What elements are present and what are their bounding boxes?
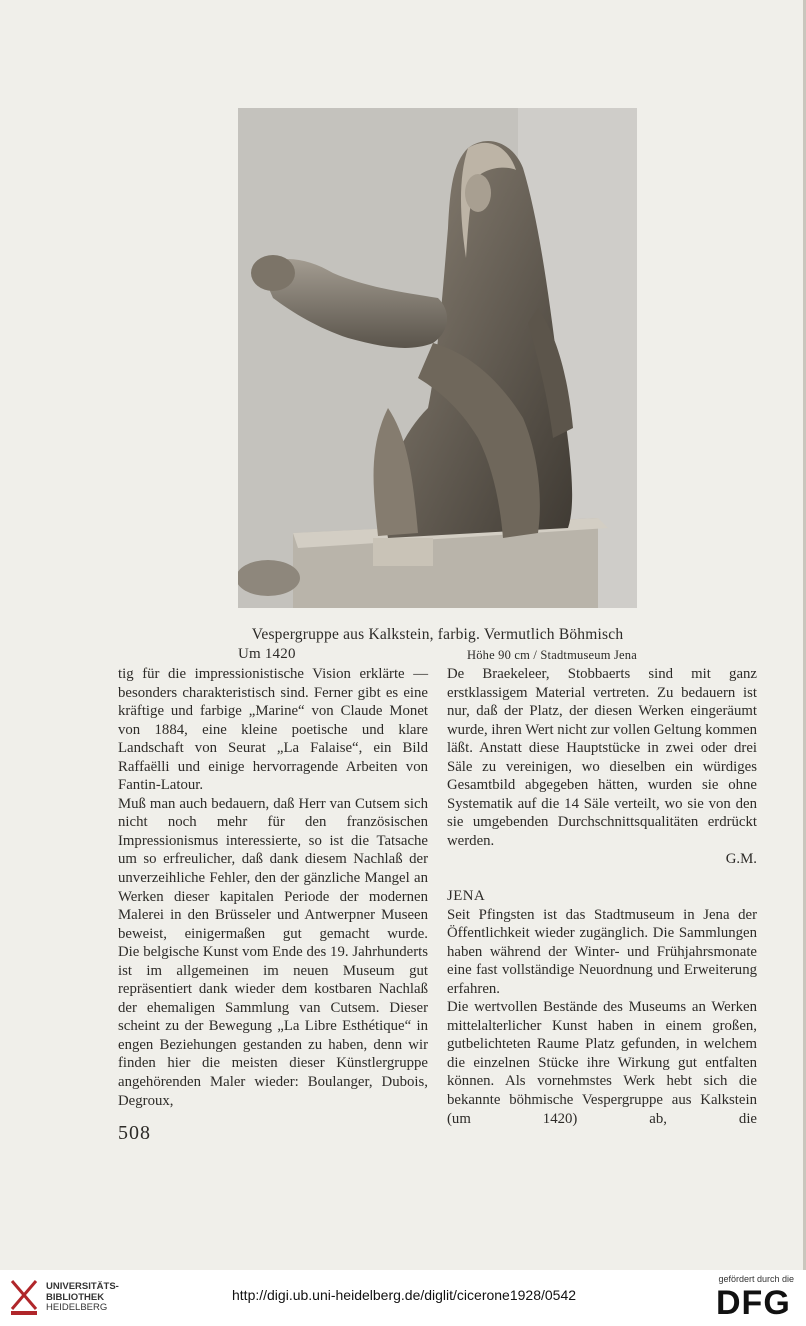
section-heading: JENA [447, 888, 486, 905]
document-url-link[interactable]: http://digi.ub.uni-heidelberg.de/diglit/cicerone1928/0542 [232, 1287, 577, 1303]
library-name: UNIVERSITÄTS- BIBLIOTHEK HEIDELBERG [46, 1281, 119, 1313]
paragraph: Muß man auch bedauern, daß Herr van Cutsem sich nicht noch mehr für den französischen Impressionismus interessierte, so ist die Tatsache um so erfreulicher, daß dank diesem Nachlaß der unverzeihliche Fehler, den der gänzliche Mangel an Werken dieser kapitalen Periode der modernen Malerei in den Brüsseler und Antwerpner Museen beweist, einigermaßen gut gemacht wurde. [118, 795, 428, 942]
figure-caption-details [238, 646, 637, 664]
figure-dimensions-location: Höhe 90 cm / Stadtmuseum Jena [466, 648, 637, 662]
right-text-column [447, 665, 757, 1128]
university-library-logo-icon [8, 1277, 42, 1319]
paragraph: tig für die impressionistische Vision erklärte — besonders charakteristisch sind. Ferner gibt es eine kräftige und farbige „Marine“ von Claude Monet von 1884, eine kleine poetische und klare Landschaft von Seurat „La Falaise“, ein Bild Raffaëlli und einige hervorragende Arbeiten von Fantin-Latour. [118, 666, 428, 794]
funded-by-label: gefördert durch die [718, 1274, 794, 1284]
paragraph: Die belgische Kunst vom Ende des 19. Jahrhunderts ist im allgemeinen im neuen Museum gut repräsentiert dank wieder dem kostbaren Nachlaß der ehemaligen Sammlung van Cutsem. Dieser scheint zu der Bewegung „La Libre Esthétique“ in engen Beziehungen gestanden zu haben, denn wir finden hier die meisten dieser Künstlergruppe angehörenden Maler wieder: Boulanger, Dubois, Degroux, [118, 944, 428, 1109]
author-signature: G.M. [725, 851, 757, 868]
paragraph: De Braekeleer, Stobbaerts sind mit ganz erstklassigem Material vertreten. Zu bedauern ist nur, daß der Platz, der diesen Werken eingeräumt wurde, ihren Wert nicht zur vollen Geltung kommen läßt. Anstatt diese Hauptstücke in zwei oder drei Säle zu vereinigen, wo dieselben ein würdiges Gesamtbild abgegeben hätten, wurden sie ohne Systematik auf die 14 Säle verteilt, wo sie von den sie umgebenden Durchschnittsqualitäten erdrückt werden. [447, 666, 758, 849]
sculpture-photograph [238, 108, 637, 608]
page-number: 508 [118, 1122, 151, 1144]
figure-caption: Vespergruppe aus Kalkstein, farbig. Vermutlich Böhmisch [251, 626, 624, 643]
paragraph: Seit Pfingsten ist das Stadtmuseum in Jena der Öffentlichkeit wieder zugänglich. Die Sammlungen haben während der Winter- und Frühjahrsmonate eine fast vollständige Neuordnung und Erweiterung erfahren. [447, 906, 757, 997]
paragraph: Die wertvollen Bestände des Museums an Werken mittelalterlicher Kunst haben in einem großen, gutbelichteten Raume Platz gefunden, in welchem die einzelnen Stücke ihre Wirkung gut entfalten können. Als vornehmstes Werk hebt sich die bekannte böhmische Vespergruppe aus Kalkstein (um 1420) ab, die [447, 999, 757, 1127]
figure-date: Um 1420 [238, 646, 296, 662]
pieta-illustration [238, 108, 637, 608]
dfg-logo: DFG [716, 1284, 791, 1322]
left-text-column [118, 665, 428, 1110]
signature-line [447, 850, 757, 869]
